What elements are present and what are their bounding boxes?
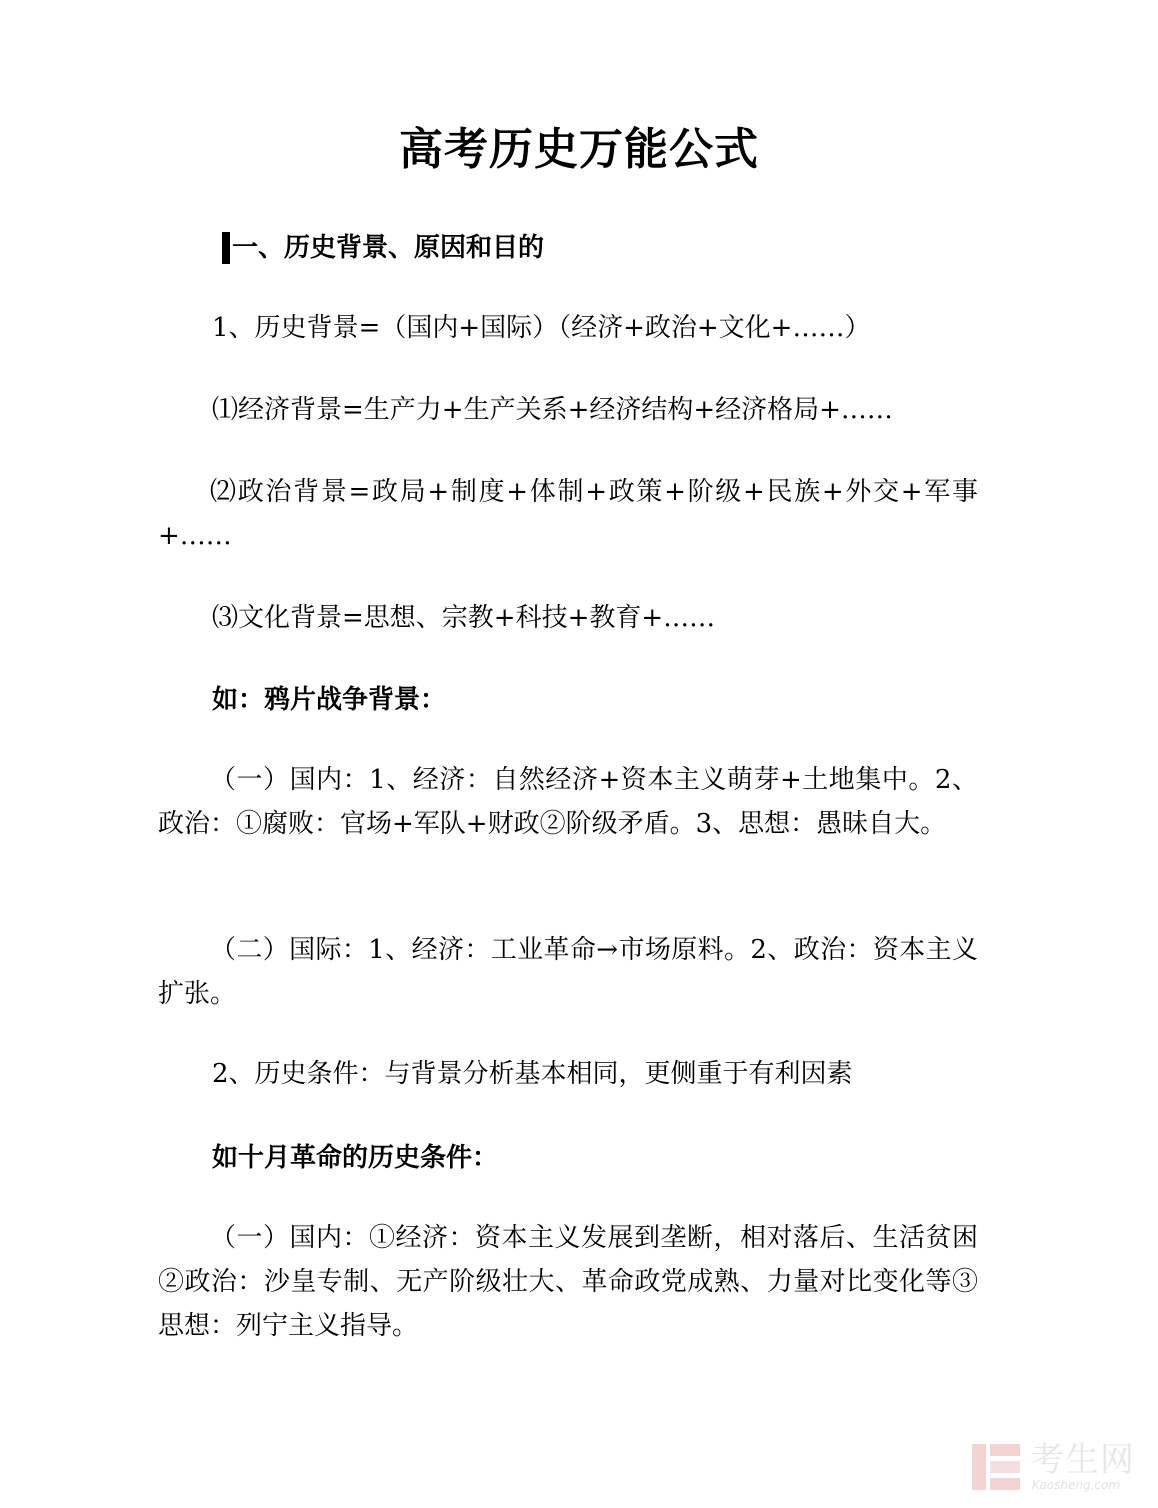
example-heading-october-revolution: 如十月革命的历史条件： (212, 1143, 499, 1173)
paragraph-october-revolution-domestic: （一）国内：①经济：资本主义发展到垄断，相对落后、生活贫困②政治：沙皇专制、无产阶级壮大、革命政党成熟、力量对比变化等③思想：列宁主义指导。 (158, 1223, 978, 1341)
paragraph-opium-war-international: （二）国际：1、经济：工业革命→市场原料。2、政治：资本主义扩张。 (158, 935, 978, 1009)
watermark-subtext: Kaosheng.com (1032, 1478, 1121, 1492)
paragraph-economic-background: ⑴经济背景=生产力+生产关系+经济结构+经济格局+…… (212, 395, 893, 425)
paragraph-political-background: ⑵政治背景=政局+制度+体制+政策+阶级+民族+外交+军事+…… (158, 477, 978, 551)
section-marker-bar (222, 232, 230, 264)
paragraph-history-background: 1、历史背景=（国内+国际）（经济+政治+文化+……） (212, 313, 871, 343)
example-heading-opium-war: 如：鸦片战争背景： (212, 685, 447, 715)
watermark-text: 考生网 (1030, 1440, 1135, 1480)
document-title: 高考历史万能公式 (399, 124, 759, 175)
paragraph-opium-war-domestic: （一）国内：1、经济：自然经济+资本主义萌芽+土地集中。2、政治：①腐败：官场+军队+财政②阶级矛盾。3、思想：愚昧自大。 (158, 765, 978, 839)
kaosheng-logo-icon (970, 1440, 1024, 1494)
watermark (970, 1440, 1140, 1496)
section-heading: 一、历史背景、原因和目的 (232, 233, 545, 263)
paragraph-historical-conditions: 2、历史条件：与背景分析基本相同，更侧重于有利因素 (212, 1059, 853, 1089)
paragraph-cultural-background: ⑶文化背景=思想、宗教+科技+教育+…… (212, 603, 716, 633)
